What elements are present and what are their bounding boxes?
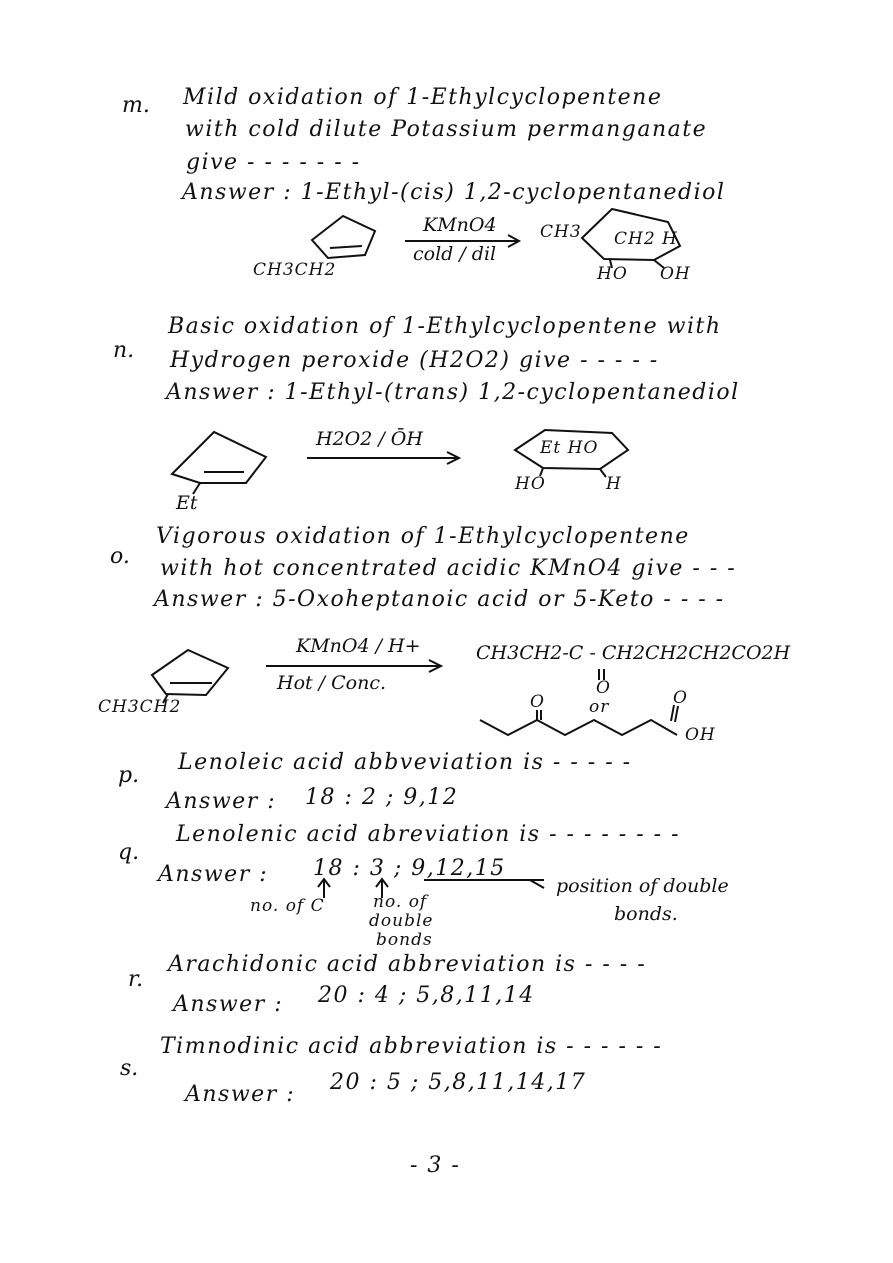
note-double-3-q: bonds <box>376 930 433 950</box>
reagent-top-o: KMnO4 / H+ <box>296 635 421 657</box>
page-number: - 3 - <box>410 1153 461 1178</box>
note-c-q: no. of C <box>250 896 325 916</box>
question-n-line1: Basic oxidation of 1-Ethylcyclopentene with <box>168 314 722 339</box>
question-m-line3: give - - - - - - - <box>186 150 361 175</box>
product-h-n: H <box>606 474 622 494</box>
question-p: Lenoleic acid abbveviation is - - - - - <box>178 750 632 775</box>
item-label-n: n. <box>113 338 135 363</box>
product-inner-n: Et HO <box>540 438 599 458</box>
reagent-n: H2O2 / ŌH <box>316 428 423 450</box>
answer-n: Answer : 1-Ethyl-(trans) 1,2-cyclopentanediol <box>166 380 740 405</box>
note-pos-2-q: bonds. <box>614 903 678 925</box>
skeletal-o2-label: O <box>673 688 688 708</box>
item-label-o: o. <box>110 544 130 569</box>
product-ho-n: HO <box>515 474 546 494</box>
answer-prefix-q: Answer : <box>158 862 269 887</box>
product-formula-o: CH3CH2-C - CH2CH2CH2CO2H <box>476 642 791 664</box>
question-o-line2: with hot concentrated acidic KMnO4 give - - - <box>160 556 737 581</box>
question-n-line2: Hydrogen peroxide (H2O2) give - - - - - <box>170 348 659 373</box>
item-label-m: m. <box>122 93 150 118</box>
question-m-line1: Mild oxidation of 1-Ethylcyclopentene <box>183 85 663 110</box>
product-ho-m: HO <box>597 264 628 284</box>
reagent-bottom-m: cold / dil <box>413 243 497 265</box>
reactant-label-n: Et <box>176 492 198 514</box>
answer-m: Answer : 1-Ethyl-(cis) 1,2-cyclopentanediol <box>182 180 726 205</box>
note-pos-1-q: position of double <box>556 875 729 897</box>
question-o-line1: Vigorous oxidation of 1-Ethylcyclopentene <box>156 524 690 549</box>
item-label-r: r. <box>128 967 144 992</box>
reactant-label-o: CH3CH2 <box>98 697 182 717</box>
answer-o: Answer : 5-Oxoheptanoic acid or 5-Keto - - - - <box>154 587 725 612</box>
item-label-q: q. <box>118 840 140 865</box>
question-m-line2: with cold dilute Potassium permanganate <box>185 117 708 142</box>
answer-prefix-r: Answer : <box>173 992 284 1017</box>
question-r: Arachidonic acid abbreviation is - - - - <box>168 952 647 977</box>
skeletal-o1-label: O <box>530 692 545 712</box>
product-ch3-m: CH3 <box>540 222 582 242</box>
reagent-top-m: KMnO4 <box>423 214 497 236</box>
product-o-label: O <box>596 678 611 698</box>
note-double-1-q: no. of <box>373 892 428 912</box>
reactant-label-m: CH3CH2 <box>253 260 337 280</box>
skeletal-oh-label: OH <box>685 725 716 745</box>
product-oh-m: OH <box>660 264 691 284</box>
note-double-2-q: double <box>369 911 434 931</box>
answer-p: 18 : 2 ; 9,12 <box>305 785 459 810</box>
or-text-o: or <box>589 697 610 717</box>
answer-s: 20 : 5 ; 5,8,11,14,17 <box>330 1070 587 1095</box>
answer-prefix-s: Answer : <box>185 1082 296 1107</box>
answer-prefix-p: Answer : <box>166 789 277 814</box>
item-label-s: s. <box>120 1056 139 1081</box>
bracket-positions-q <box>530 880 544 888</box>
answer-q: 18 : 3 ; 9,12,15 <box>313 856 506 881</box>
item-label-p: p. <box>118 763 140 788</box>
question-q: Lenolenic acid abreviation is - - - - - - - - <box>176 822 681 847</box>
answer-r: 20 : 4 ; 5,8,11,14 <box>318 983 535 1008</box>
product-inner-m: CH2 H <box>614 229 678 249</box>
question-s: Timnodinic acid abbreviation is - - - - - - <box>160 1034 663 1059</box>
reagent-bottom-o: Hot / Conc. <box>277 672 387 694</box>
